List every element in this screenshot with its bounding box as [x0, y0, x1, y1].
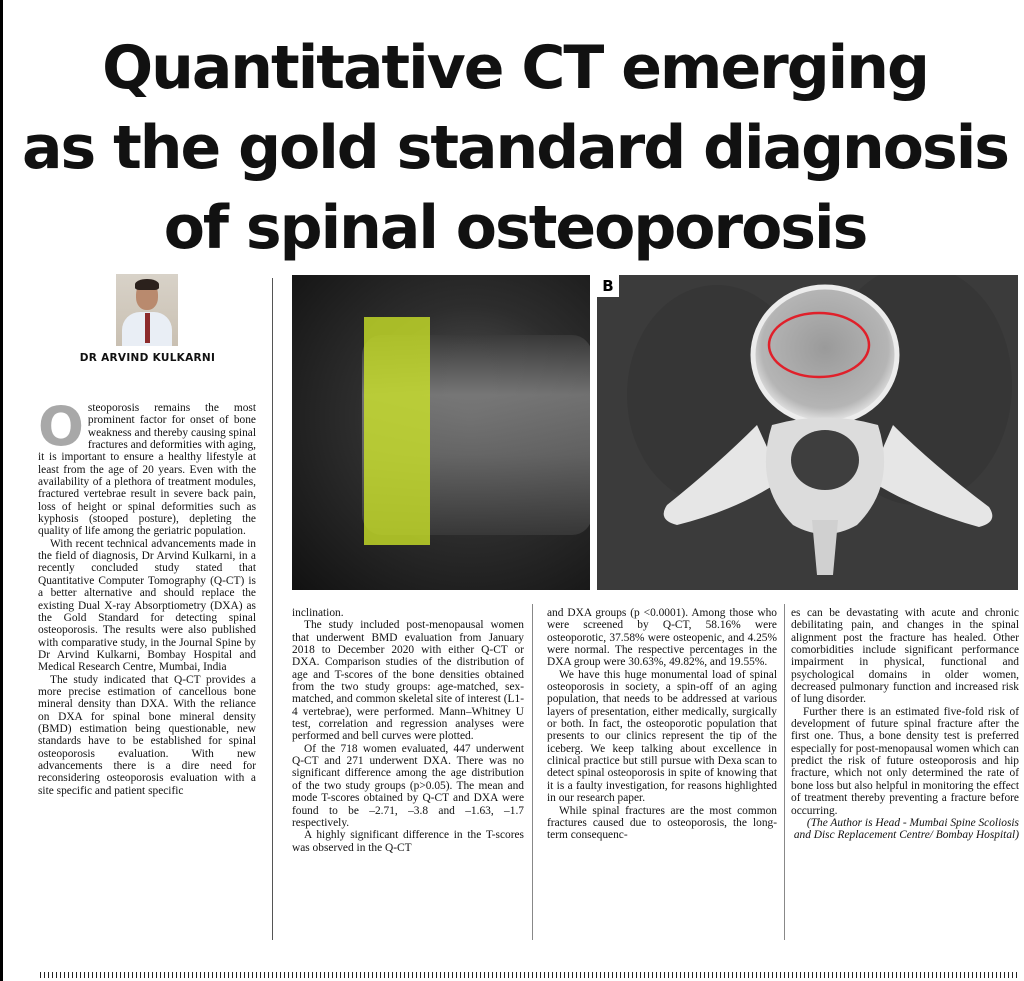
- column-rule-right: [784, 604, 785, 940]
- spinal-canal: [791, 430, 859, 490]
- paragraph-continued: and DXA groups (p <0.0001). Among those who were screened by Q-CT, 58.16% were osteoporotic, 37.58% were osteopenic, and 4.25% were normal. The respective percentages in the DXA group were 30.63%, 49.82%, and 19.55%.: [547, 607, 777, 669]
- panel-b-label: B: [597, 275, 619, 297]
- vertebral-body: [753, 287, 897, 423]
- author-photo-tie: [145, 313, 150, 343]
- bottom-dotted-rule: [40, 972, 1018, 978]
- paragraph: We have this huge monumental load of spinal osteoporosis in society, a spin-off of an aging population, that needs to be addressed at various layers of presentation, either medically, surgically or both. In fact, the osteoporotic population that presents to our clinics represent the tip of the iceberg. We keep talking about excellence in clinical practice but still pursue with Dexa scan to detect spinal osteoporosis in spite of knowing that it is a faulty investigation, for reasons highlighted in our research paper.: [547, 668, 777, 805]
- column-rule-left: [272, 278, 273, 940]
- paragraph: Of the 718 women evaluated, 447 underwent Q-CT and 271 underwent DXA. There was no significant difference among the age distribution of the two study groups (p>0.05). The mean and mode T-scores obtained by Q-CT and DXA were found to be –2.71, –3.8 and –1.63, –1.7 respectively.: [292, 742, 524, 829]
- article-column-1: [38, 395, 256, 797]
- article-column-2: [292, 607, 524, 854]
- paragraph-continued: es can be devastating with acute and chronic debilitating pain, and changes in the spinal alignment post the fracture has healed. Other comorbidities include significant performance impairment in physical, functional and psychological domains in older women, decreased pulmonary function and increased risk of lung disorder.: [791, 607, 1019, 706]
- article-column-4: [791, 607, 1019, 842]
- paragraph: The study included post-menopausal women that underwent BMD evaluation from January 2018 to December 2020 with either Q-CT or DXA. Comparison studies of the distribution of age and T-scores of the bone densities obtained from the two study groups: age-matched, sex-matched, and common skeletal site of interest (L1-4 vertebrae), were performed. Mann–Whitney U test, correlation and regression analyses were performed and bell curves were plotted.: [292, 619, 524, 743]
- author-byline: DR ARVIND KULKARNI: [79, 352, 216, 364]
- paragraph-continued: inclination.: [292, 607, 344, 619]
- column-rule-middle: [532, 604, 533, 940]
- roi-highlight-band: [364, 317, 430, 545]
- article-column-3: [547, 607, 777, 842]
- paragraph: While spinal fractures are the most common fractures caused due to osteoporosis, the long-term consequenc-: [547, 804, 777, 842]
- ct-vertebra-drawing: [597, 275, 1018, 590]
- paragraph: Further there is an estimated five-fold risk of development of future spinal fracture after the first one. Thus, a bone density test is preferred especially for post-menopausal women which can predict the risk of future osteoporosis and hip fracture, which not only determined the rate of bone loss but also helpful in monitoring the effect of treatment thereby preventing a fracture before occurring.: [791, 705, 1019, 817]
- headline-line-3: of spinal osteoporosis: [163, 193, 867, 263]
- paragraph: The study indicated that Q-CT provides a more precise estimation of cancellous bone mineral density than DXA. With the reliance on DXA for spinal bone mineral density (BMD) estimation being questionable, new standards have to be established for spinal osteoporosis evaluation. With new advancements there is a dire need for reconsidering osteoporosis evaluation with a site specific and patient specific: [38, 673, 256, 797]
- headline-line-1: Quantitative CT emerging: [102, 33, 928, 103]
- drop-cap: O: [38, 395, 84, 458]
- headline-line-2: as the gold standard diagnosis: [22, 113, 1008, 183]
- page-edge-rule: [0, 0, 3, 981]
- paragraph: A highly significant difference in the T-scores was observed in the Q-CT: [292, 829, 524, 854]
- paragraph: With recent technical advancements made in the field of diagnosis, Dr Arvind Kulkarni, in a recently concluded study stated that Quantitative Computer Tomography (Q-CT) is a better alternative and should replace the existing Dual X-ray Absorptiometry (DXA) as the Gold Standard for detecting spinal osteoporosis. The results were also published with comparative study, in the Journal Spine by Dr Arvind Kulkarni, Bombay Hospital and Medical Research Centre, Mumbai, India: [38, 537, 256, 674]
- author-photo-hair: [135, 279, 159, 290]
- headline: [20, 28, 1010, 268]
- lead-paragraph: [38, 395, 256, 538]
- author-photo: [116, 274, 178, 346]
- ct-image-panel-b: [597, 275, 1018, 590]
- xray-image-panel-a: [292, 275, 590, 590]
- author-credit: (The Author is Head - Mumbai Spine Scoliosis and Disc Replacement Centre/ Bombay Hospital): [793, 816, 1019, 842]
- lead-paragraph-text: steoporosis remains the most prominent factor for onset of bone weakness and thereby causing spinal fractures and deformities with aging, it is important to ensure a healthy lifestyle at least from the age of 20 years. Even with the availability of a plethora of treatment modules, fractured vertebrae result in severe back pain, loss of height or spinal deformities such as kyphosis (stooped posture), depleting the quality of life among the geriatric population.: [38, 402, 256, 538]
